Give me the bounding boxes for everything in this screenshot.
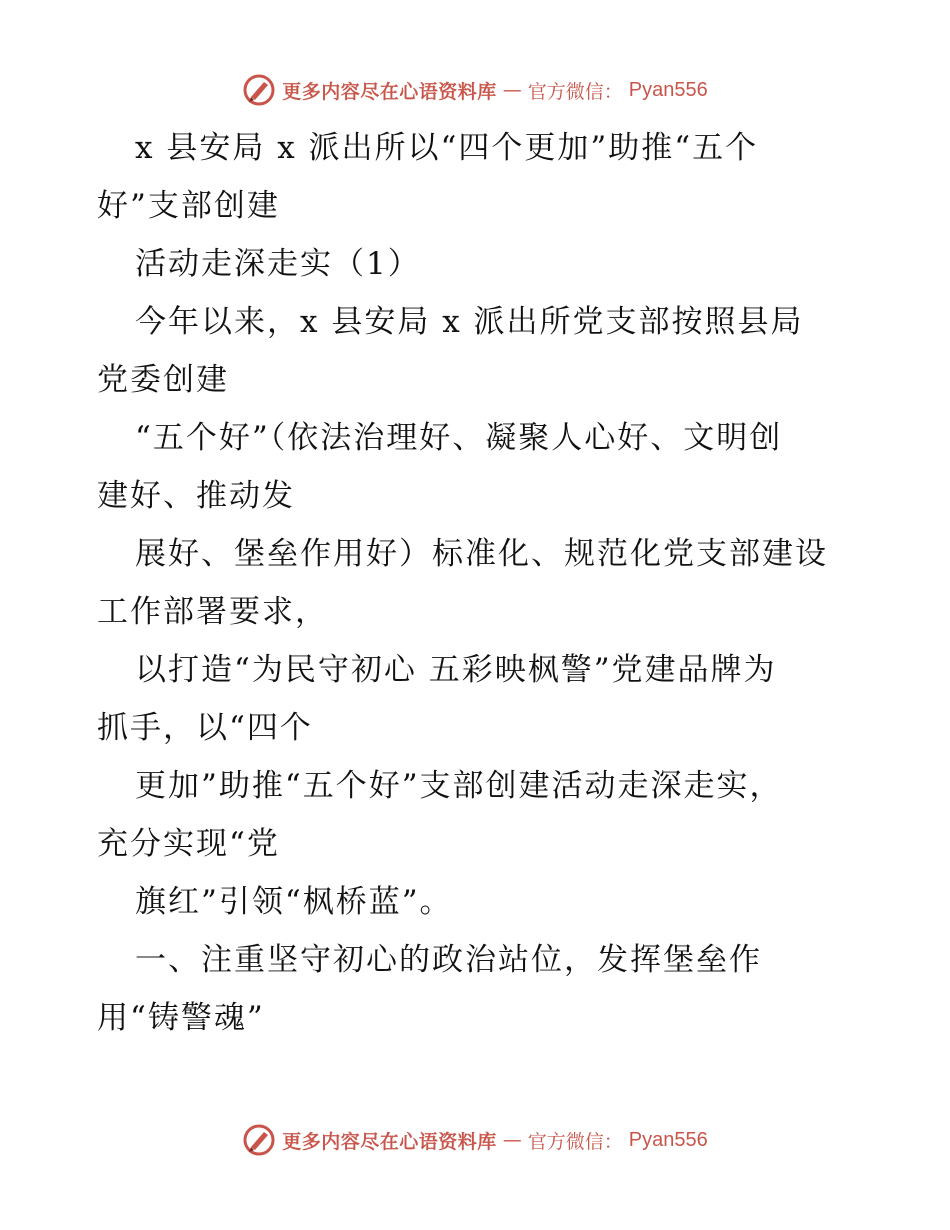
watermark-brand: 更多内容尽在心语资料库: [282, 80, 497, 103]
text-line: 好”支部创建: [97, 188, 280, 224]
pen-logo-icon: [242, 1123, 276, 1157]
watermark-separator: —: [502, 1129, 522, 1151]
text-line: 党委创建: [97, 362, 229, 398]
watermark-separator: —: [502, 79, 522, 101]
text-line: 旗红”引领“枫桥蓝”。: [135, 884, 453, 920]
text-line: 今年以来，x 县安局 x 派出所党支部按照县局: [135, 304, 804, 340]
text-line: 一、注重坚守初心的政治站位，发挥堡垒作: [135, 942, 762, 978]
text-line: 工作部署要求，: [97, 594, 328, 630]
text-line: 建好、推动发: [97, 478, 295, 514]
watermark-label: 官方微信：: [527, 1130, 623, 1153]
watermark-wechat-id: Pyan556: [628, 78, 708, 101]
text-line: 展好、堡垒作用好）标准化、规范化党支部建设: [135, 536, 828, 572]
pen-logo-icon: [242, 73, 276, 107]
text-line: 充分实现“党: [97, 826, 280, 862]
watermark-brand: 更多内容尽在心语资料库: [282, 1130, 497, 1153]
watermark-label: 官方微信：: [527, 80, 623, 103]
watermark-wechat-id: Pyan556: [628, 1128, 708, 1151]
header-watermark: [0, 70, 950, 110]
text-line: “五个好”（依法治理好、凝聚人心好、文明创: [135, 420, 783, 456]
text-line: 抓手，以“四个: [97, 710, 313, 746]
footer-watermark: [0, 1120, 950, 1160]
text-line: 以打造“为民守初心 五彩映枫警”党建品牌为: [135, 652, 777, 688]
text-line: 更加”助推“五个好”支部创建活动走深走实，: [135, 768, 783, 804]
text-line: 活动走深走实（1）: [135, 246, 421, 282]
text-line: x 县安局 x 派出所以“四个更加”助推“五个: [135, 130, 759, 166]
text-line: 用“铸警魂”: [97, 1000, 265, 1036]
